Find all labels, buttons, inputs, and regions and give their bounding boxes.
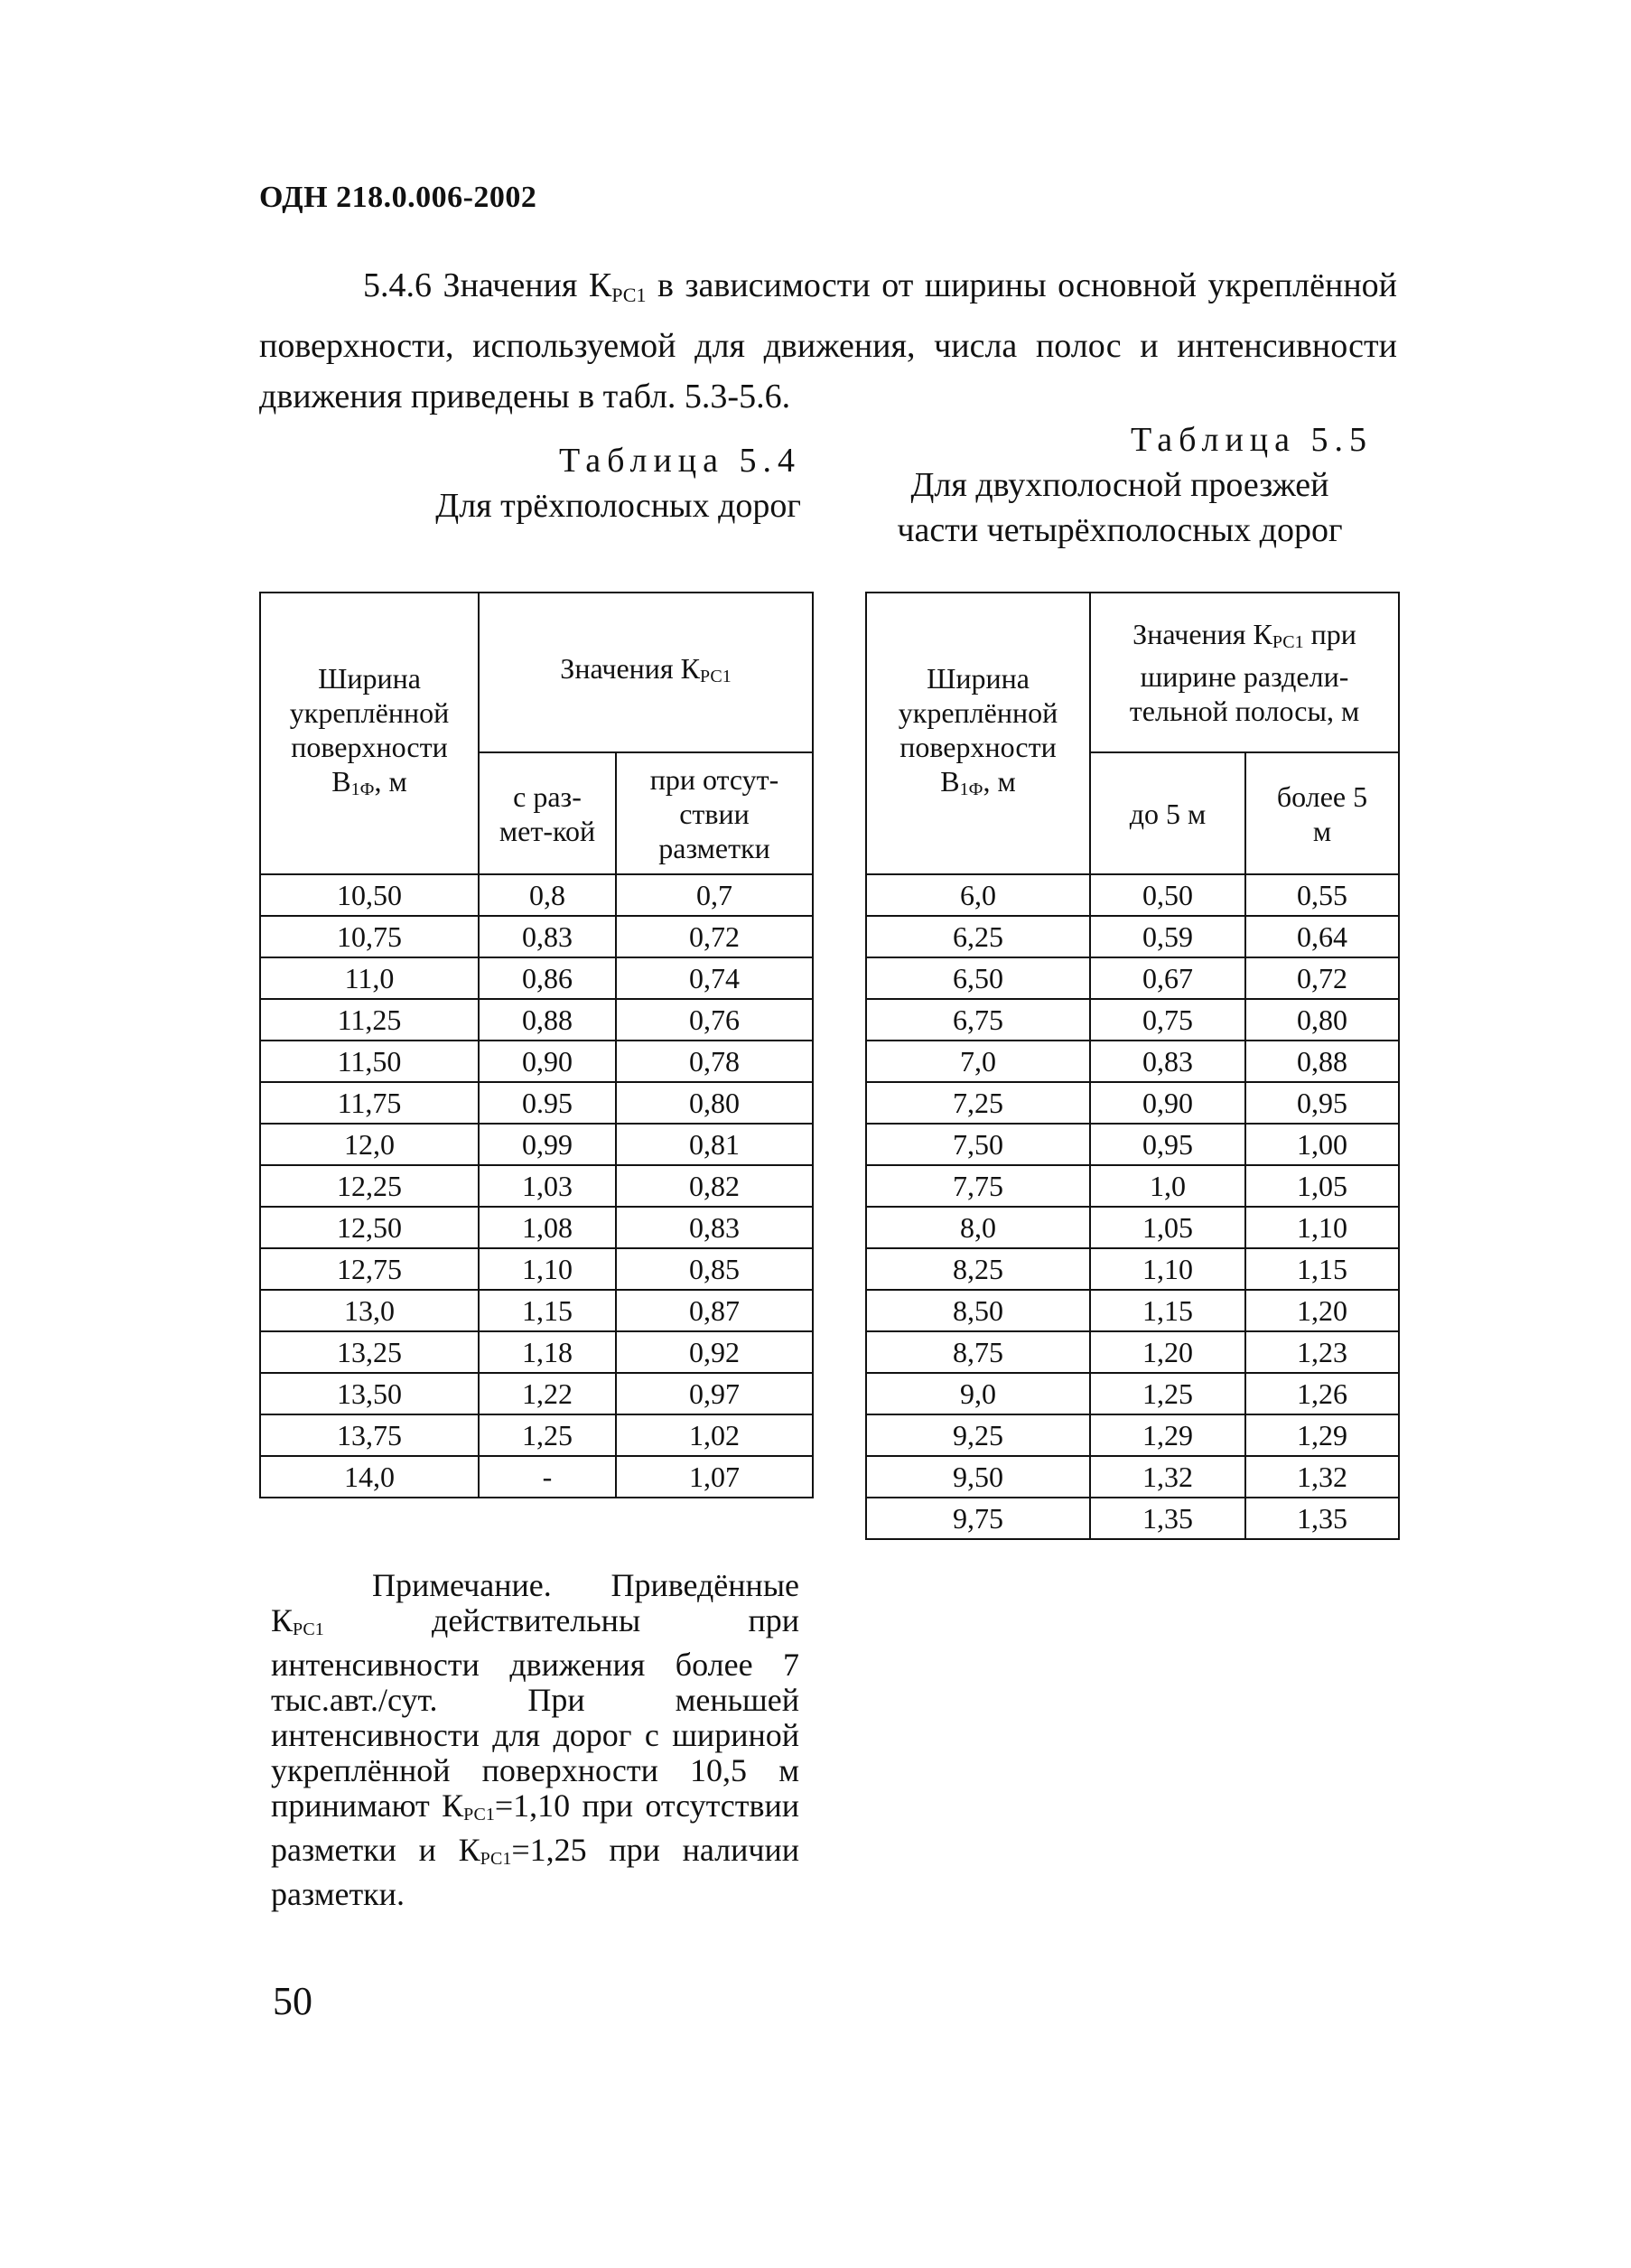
table-cell: 1,07 (616, 1456, 813, 1498)
table-cell: 0,76 (616, 999, 813, 1041)
table-cell: 0,90 (479, 1041, 616, 1082)
table-cell: 0,64 (1245, 916, 1399, 957)
table-cell: 9,75 (866, 1498, 1090, 1539)
table-cell: 0,78 (616, 1041, 813, 1082)
table-row (260, 1041, 813, 1082)
table-cell: 1,15 (1090, 1290, 1245, 1331)
table-cell: 1,10 (1090, 1248, 1245, 1290)
table-cell: 0,82 (616, 1165, 813, 1207)
table-cell: 8,50 (866, 1290, 1090, 1331)
table-cell: 1,29 (1090, 1414, 1245, 1456)
table-cell: 1,23 (1245, 1331, 1399, 1373)
table-5-4-number: Таблица 5.4 (558, 442, 801, 480)
table-5-4 (259, 592, 814, 1498)
table-cell: 0,83 (479, 916, 616, 957)
table-cell: 0,97 (616, 1373, 813, 1414)
table-cell: 12,0 (260, 1124, 479, 1165)
table-cell: 0,99 (479, 1124, 616, 1165)
table-5-4-values-header: Значения $К_{РС1}$ (479, 593, 813, 752)
table-cell: 11,50 (260, 1041, 479, 1082)
table-cell: 1,00 (1245, 1124, 1399, 1165)
table-5-5-more-5-header: более 5 м (1245, 752, 1399, 874)
table-cell: 0,72 (1245, 957, 1399, 999)
table-row (866, 916, 1399, 957)
table-row (866, 1207, 1399, 1248)
table-cell: 13,50 (260, 1373, 479, 1414)
table-cell: 0,50 (1090, 874, 1245, 916)
table-cell: 8,0 (866, 1207, 1090, 1248)
table-row (260, 1248, 813, 1290)
table-cell: 12,75 (260, 1248, 479, 1290)
table-cell: 7,25 (866, 1082, 1090, 1124)
table-row (866, 1041, 1399, 1082)
table-cell: 1,29 (1245, 1414, 1399, 1456)
intro-subscript: РС1 (611, 284, 647, 306)
table-5-5-up-to-5-header: до 5 м (1090, 752, 1245, 874)
table-cell: 13,75 (260, 1414, 479, 1456)
note-text-4: =1,25 при наличии разметки. (271, 1832, 800, 1912)
table-row (260, 874, 813, 916)
table-cell: 11,25 (260, 999, 479, 1041)
table-cell: 1,03 (479, 1165, 616, 1207)
table-row (866, 874, 1399, 916)
table-cell: 0,88 (479, 999, 616, 1041)
table-5-4-note: Примечание. Приведённые $К_{РС1}$ действительны при интенсивности движения более 7 тыс.авт./сут. При меньшей интенсивности для дорог с шириной укреплённой поверхности 10,5 м принимают $К_{РС1}=1,10$ при отсутствии разметки и $К_{РС1}=1,25$ при наличии разметки. (271, 1567, 800, 1912)
table-cell: 1,05 (1245, 1165, 1399, 1207)
table-row (260, 1456, 813, 1498)
table-5-5-number: Таблица 5.5 (1130, 421, 1373, 459)
table-row (260, 1290, 813, 1331)
table-cell: 0,8 (479, 874, 616, 916)
table-cell: 7,50 (866, 1124, 1090, 1165)
table-cell: 1,10 (1245, 1207, 1399, 1248)
table-cell: 0,88 (1245, 1041, 1399, 1082)
table-row (866, 1290, 1399, 1331)
table-5-5-title: Для двухполосной проезжей части четырёхполосных дорог (897, 466, 1343, 549)
table-cell: 0,90 (1090, 1082, 1245, 1124)
table-cell: 0,55 (1245, 874, 1399, 916)
table-cell: 0.95 (479, 1082, 616, 1124)
table-row (866, 1456, 1399, 1498)
table-5-5-values-header: Значения $К_{РС1}$ при ширине раздели-тельной полосы, м (1090, 593, 1399, 752)
table-cell: 1,35 (1245, 1498, 1399, 1539)
table-cell: 9,25 (866, 1414, 1090, 1456)
table-cell: 0,86 (479, 957, 616, 999)
table-5-4-width-header: Ширина укреплённой поверхности $В_{1Ф}$, м (260, 593, 479, 874)
table-row (866, 1124, 1399, 1165)
table-row (260, 957, 813, 999)
table-cell: 0,83 (616, 1207, 813, 1248)
table-cell: 0,75 (1090, 999, 1245, 1041)
table-cell: 0,67 (1090, 957, 1245, 999)
table-row (866, 957, 1399, 999)
table-row (260, 1165, 813, 1207)
table-cell: 0,87 (616, 1290, 813, 1331)
table-cell: 13,0 (260, 1290, 479, 1331)
table-cell: 7,0 (866, 1041, 1090, 1082)
table-cell: 1,20 (1090, 1331, 1245, 1373)
table-cell: 1,25 (479, 1414, 616, 1456)
table-5-5-width-header: Ширина укреплённой поверхности $В_{1Ф}$, м (866, 593, 1090, 874)
table-row (866, 1082, 1399, 1124)
table-cell: 9,0 (866, 1373, 1090, 1414)
table-cell: 0,92 (616, 1331, 813, 1373)
table-5-4-without-marking-header: при отсут-ствии разметки (616, 752, 813, 874)
table-cell: 12,25 (260, 1165, 479, 1207)
table-cell: 8,75 (866, 1331, 1090, 1373)
table-row (866, 1414, 1399, 1456)
table-row (260, 1207, 813, 1248)
table-cell: 0,72 (616, 916, 813, 957)
table-cell: 0,83 (1090, 1041, 1245, 1082)
table-cell: 0,74 (616, 957, 813, 999)
table-row (260, 1373, 813, 1414)
table-cell: 10,75 (260, 916, 479, 957)
table-row (866, 1498, 1399, 1539)
table-row (260, 1414, 813, 1456)
table-cell: 1,0 (1090, 1165, 1245, 1207)
table-cell: 1,32 (1090, 1456, 1245, 1498)
table-cell: 1,15 (1245, 1248, 1399, 1290)
table-cell: 1,10 (479, 1248, 616, 1290)
table-row (866, 1165, 1399, 1207)
table-cell: 10,50 (260, 874, 479, 916)
table-row (260, 999, 813, 1041)
table-cell: 9,50 (866, 1456, 1090, 1498)
table-row (866, 1373, 1399, 1414)
table-row (866, 1331, 1399, 1373)
table-cell: 11,0 (260, 957, 479, 999)
table-cell: 1,22 (479, 1373, 616, 1414)
page-number: 50 (273, 1979, 312, 2023)
table-cell: 1,26 (1245, 1373, 1399, 1414)
table-row (260, 916, 813, 957)
table-cell: 1,32 (1245, 1456, 1399, 1498)
table-cell: 1,08 (479, 1207, 616, 1248)
table-cell: 0,95 (1090, 1124, 1245, 1165)
note-text-3: =1,10 при отсутствии разметки и К (271, 1787, 799, 1868)
table-cell: 8,25 (866, 1248, 1090, 1290)
table-row (260, 1124, 813, 1165)
table-row (260, 1331, 813, 1373)
table-cell: 1,20 (1245, 1290, 1399, 1331)
table-cell: 1,25 (1090, 1373, 1245, 1414)
table-row (260, 1082, 813, 1124)
intro-paragraph (259, 260, 1397, 422)
table-cell: 0,59 (1090, 916, 1245, 957)
table-cell: 6,0 (866, 874, 1090, 916)
table-5-4-title: Для трёхполосных дорог (435, 487, 801, 525)
table-cell: 1,35 (1090, 1498, 1245, 1539)
table-5-4-caption (259, 438, 801, 528)
table-cell: 11,75 (260, 1082, 479, 1124)
table-cell: 0,81 (616, 1124, 813, 1165)
table-cell: - (479, 1456, 616, 1498)
table-cell: 6,75 (866, 999, 1090, 1041)
table-cell: 14,0 (260, 1456, 479, 1498)
table-cell: 1,18 (479, 1331, 616, 1373)
table-cell: 6,25 (866, 916, 1090, 957)
table-cell: 0,7 (616, 874, 813, 916)
table-5-4-with-marking-header: с раз-мет-кой (479, 752, 616, 874)
table-5-5-caption (867, 417, 1373, 553)
table-row (866, 999, 1399, 1041)
table-cell: 1,05 (1090, 1207, 1245, 1248)
table-cell: 12,50 (260, 1207, 479, 1248)
table-cell: 6,50 (866, 957, 1090, 999)
table-cell: 0,95 (1245, 1082, 1399, 1124)
table-cell: 0,80 (616, 1082, 813, 1124)
intro-text-a: 5.4.6 Значения К (363, 266, 612, 304)
note-text-2: действительны при интенсивности движения более 7 тыс.авт./сут. При меньшей интенсивности для дорог с шириной укреплённой поверхности 10,5 м принимают К (271, 1602, 799, 1824)
table-cell: 0,85 (616, 1248, 813, 1290)
table-cell: 1,15 (479, 1290, 616, 1331)
table-5-5 (865, 592, 1400, 1540)
table-cell: 7,75 (866, 1165, 1090, 1207)
table-row (866, 1248, 1399, 1290)
table-cell: 0,80 (1245, 999, 1399, 1041)
document-code: ОДН 218.0.006-2002 (259, 181, 537, 214)
intro-text-b: в зависимости от ширины основной укреплённой поверхности, используемой для движения, числа полос и интенсивности движения приведены в табл. 5.3-5.6. (259, 266, 1397, 415)
note-text-1: Примечание. Приведённые К (271, 1567, 799, 1638)
table-cell: 1,02 (616, 1414, 813, 1456)
table-cell: 13,25 (260, 1331, 479, 1373)
